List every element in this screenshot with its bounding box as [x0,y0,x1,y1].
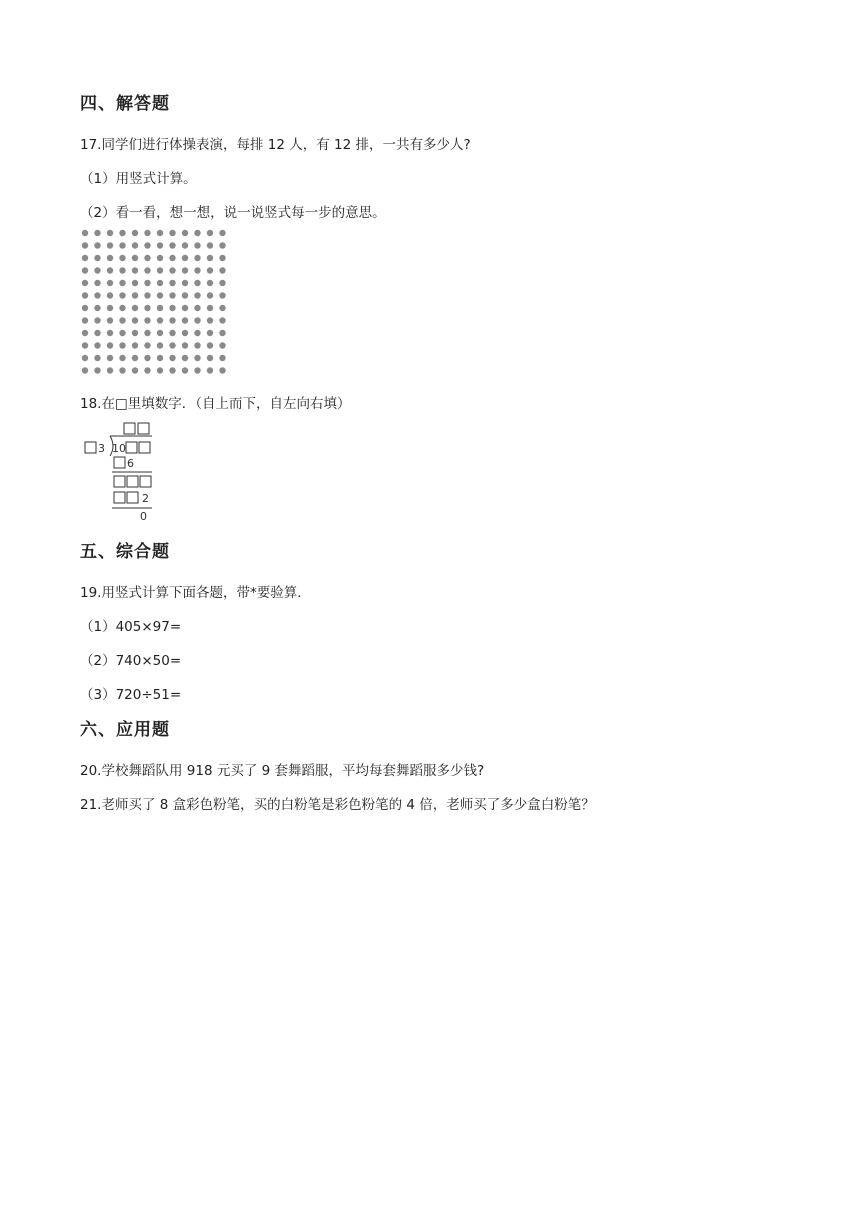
dot [157,305,163,311]
dot [182,292,188,298]
quotient-box-1 [124,423,135,434]
step3-box-1 [114,492,125,503]
dot [207,292,213,298]
step3-digit: 2 [142,492,149,505]
dot [132,355,138,361]
dot [182,367,188,373]
dot [144,255,150,261]
dot [119,355,125,361]
dot [132,255,138,261]
dot [144,317,150,323]
dot [194,342,200,348]
dot [119,330,125,336]
dot [194,280,200,286]
dot [182,230,188,236]
dot [207,330,213,336]
dot [82,292,88,298]
dot [169,330,175,336]
dot [132,280,138,286]
question-21: 21.老师买了 8 盒彩色粉笔，买的白粉笔是彩色粉笔的 4 倍，老师买了多少盒白粉笔？ [80,797,595,813]
dot [94,230,100,236]
dot [94,267,100,273]
question-19-item-2: （2）740×50= [80,653,182,669]
dot [94,242,100,248]
dot [157,255,163,261]
dot [169,230,175,236]
dot [169,255,175,261]
remainder-digit: 0 [140,510,147,523]
dot [219,305,225,311]
dot-grid-figure [80,228,234,382]
question-19-item-3: （3）720÷51= [80,687,182,703]
dot [82,230,88,236]
dot [144,267,150,273]
dot [219,280,225,286]
dot [219,367,225,373]
dot [119,305,125,311]
dot [157,292,163,298]
dot [219,355,225,361]
dot [207,280,213,286]
dot [94,342,100,348]
dot [82,317,88,323]
dot [207,367,213,373]
dot [207,267,213,273]
dot [144,242,150,248]
dot [157,330,163,336]
dot [182,267,188,273]
dot [107,355,113,361]
dot [194,317,200,323]
dot [157,317,163,323]
dot [144,367,150,373]
step2-box-1 [114,476,125,487]
dot [94,255,100,261]
dot [182,342,188,348]
dot [194,267,200,273]
step1-digit: 6 [127,457,134,470]
dot [132,305,138,311]
dot [107,255,113,261]
dot [82,305,88,311]
dot [132,230,138,236]
dot [144,305,150,311]
dot [182,317,188,323]
question-20: 20.学校舞蹈队用 918 元买了 9 套舞蹈服，平均每套舞蹈服多少钱? [80,763,485,779]
dot [207,255,213,261]
section-four-heading: 四、解答题 [80,94,170,114]
dot [157,242,163,248]
dot [107,342,113,348]
dot [169,280,175,286]
dot [169,292,175,298]
dot [119,255,125,261]
dot [119,367,125,373]
dot [82,330,88,336]
dot [219,255,225,261]
dot [194,242,200,248]
dot [132,267,138,273]
dot [207,317,213,323]
dot [94,355,100,361]
question-18-stem: 18.在□里填数字．（自上而下，自左向右填） [80,396,351,412]
dot [194,230,200,236]
dot [119,317,125,323]
section-five-heading: 五、综合题 [80,542,170,562]
dot [194,305,200,311]
question-17-stem: 17.同学们进行体操表演，每排 12 人，有 12 排，一共有多少人? [80,137,471,153]
question-17-part-2: （2）看一看，想一想，说一说竖式每一步的意思。 [80,205,386,221]
dot [94,367,100,373]
dividend-box-1 [126,442,137,453]
dividend-digits: 10 [112,442,126,455]
question-17-part-1: （1）用竖式计算。 [80,171,197,187]
dot [157,267,163,273]
dot [119,267,125,273]
dot [132,367,138,373]
question-19-item-1: （1）405×97= [80,619,182,635]
dot [207,355,213,361]
dot [194,292,200,298]
dot [207,230,213,236]
dot [144,292,150,298]
dot [82,242,88,248]
dot [82,280,88,286]
divisor-digit: 3 [98,442,105,455]
dot [157,230,163,236]
dot [169,242,175,248]
dot [182,255,188,261]
dot [157,342,163,348]
dot [107,292,113,298]
step2-box-3 [140,476,151,487]
dot [82,267,88,273]
dot [107,267,113,273]
long-division-figure [80,418,160,524]
dot [82,367,88,373]
dot [194,355,200,361]
dot [182,305,188,311]
dot [119,292,125,298]
dot [119,242,125,248]
dot [194,330,200,336]
dot [169,317,175,323]
dot [119,230,125,236]
dot [119,342,125,348]
dot [132,242,138,248]
dot [107,305,113,311]
dot [169,355,175,361]
section-six-heading: 六、应用题 [80,720,170,740]
dot [107,367,113,373]
dot [182,280,188,286]
dot [219,317,225,323]
dot [194,255,200,261]
dot [107,230,113,236]
dot [94,330,100,336]
dot [94,317,100,323]
dot [82,355,88,361]
dot [219,292,225,298]
dot [107,242,113,248]
dividend-box-2 [139,442,150,453]
step3-box-2 [127,492,138,503]
dot [207,305,213,311]
dot [94,292,100,298]
quotient-box-2 [138,423,149,434]
dot [169,267,175,273]
dot [82,255,88,261]
dot [157,280,163,286]
dot [169,367,175,373]
dot [107,280,113,286]
divisor-box [85,442,96,453]
dot [82,342,88,348]
dot [144,342,150,348]
dot [219,267,225,273]
dot [119,280,125,286]
dot [219,342,225,348]
dot [107,317,113,323]
dot [207,242,213,248]
dot [169,342,175,348]
question-19-stem: 19.用竖式计算下面各题，带*要验算. [80,585,302,601]
dot [94,280,100,286]
dot [144,280,150,286]
dot [144,355,150,361]
dot [132,330,138,336]
dot [132,342,138,348]
dot [219,330,225,336]
dot [182,355,188,361]
dot [132,317,138,323]
dot [219,242,225,248]
dot [219,230,225,236]
dot [182,242,188,248]
dot [157,355,163,361]
step2-box-2 [127,476,138,487]
dot [207,342,213,348]
dot [182,330,188,336]
dot [169,305,175,311]
dot [194,367,200,373]
dot [107,330,113,336]
dot [132,292,138,298]
step1-box [114,457,125,468]
dot [144,230,150,236]
dot [157,367,163,373]
dot [94,305,100,311]
dot [144,330,150,336]
